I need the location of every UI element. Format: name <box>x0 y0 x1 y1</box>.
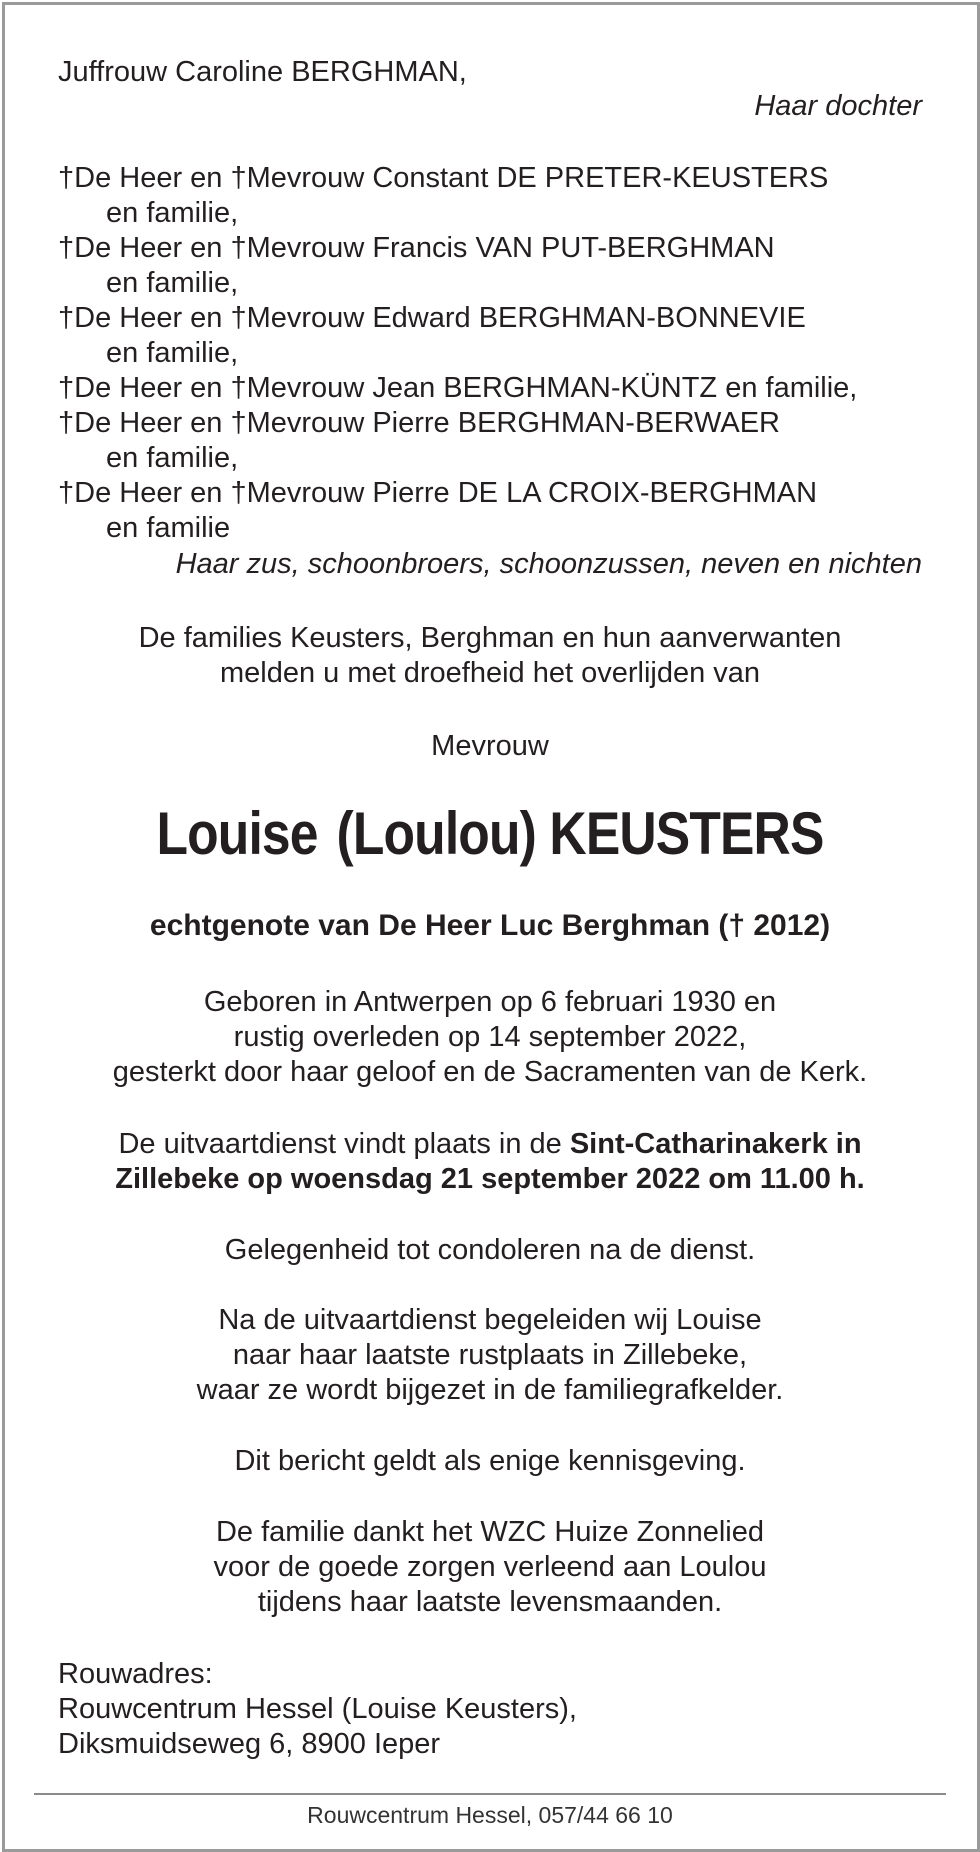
salutation: Mevrouw <box>431 730 549 762</box>
funeral-date-line: Zillebeke op woensdag 21 september 2022 om 11.00 h. <box>115 1163 865 1195</box>
family-entry-line: †De Heer en †Mevrouw Francis VAN PUT-BERGHMAN <box>58 232 775 264</box>
birth-death-line: rustig overleden op 14 september 2022, <box>233 1021 747 1053</box>
deceased-name <box>69 798 912 870</box>
funeral-text: De uitvaartdienst vindt plaats in de <box>118 1128 570 1160</box>
family-entry-line: †De Heer en †Mevrouw Constant DE PRETER-KEUSTERS <box>58 162 829 194</box>
address-line: Diksmuidseweg 6, 8900 Ieper <box>58 1728 441 1760</box>
birth-death-line: Geboren in Antwerpen op 6 februari 1930 en <box>203 986 777 1018</box>
footer-text: Rouwcentrum Hessel, 057/44 66 10 <box>307 1802 673 1828</box>
family-entry-line: †De Heer en †Mevrouw Edward BERGHMAN-BONNEVIE <box>58 302 806 334</box>
family-entry-continuation: en familie <box>106 512 231 544</box>
burial-line: Na de uitvaartdienst begeleiden wij Louise <box>218 1304 762 1336</box>
family-entry-continuation: en familie, <box>106 197 239 229</box>
birth-death-line: gesterkt door haar geloof en de Sacramenten van de Kerk. <box>112 1056 868 1088</box>
deceased-nickname-surname: (Loulou) KEUSTERS <box>336 800 824 867</box>
daughter-role: Haar dochter <box>754 90 922 122</box>
announcement-line: melden u met droefheid het overlijden van <box>219 657 761 689</box>
family-role: Haar zus, schoonbroers, schoonzussen, neven en nichten <box>175 548 922 580</box>
address-line: Rouwcentrum Hessel (Louise Keusters), <box>58 1693 577 1725</box>
burial-line: waar ze wordt bijgezet in de familiegrafkelder. <box>196 1374 784 1406</box>
condolence-line: Gelegenheid tot condoleren na de dienst. <box>224 1234 756 1266</box>
thanks-line: voor de goede zorgen verleend aan Loulou <box>213 1551 767 1583</box>
funeral-church: Sint-Catharinakerk in <box>569 1128 862 1160</box>
thanks-line: De familie dankt het WZC Huize Zonnelied <box>215 1516 764 1548</box>
funeral-line <box>0 1126 980 1162</box>
family-entry-continuation: en familie, <box>106 337 239 369</box>
address-label: Rouwadres: <box>58 1658 213 1690</box>
announcement-line: De families Keusters, Berghman en hun aanverwanten <box>138 622 842 654</box>
family-entry-line: †De Heer en †Mevrouw Pierre BERGHMAN-BERWAER <box>58 407 780 439</box>
deceased-first-name: Louise <box>156 800 318 867</box>
notice-line: Dit bericht geldt als enige kennisgeving. <box>234 1445 746 1477</box>
daughter-name: Juffrouw Caroline BERGHMAN, <box>58 56 467 88</box>
thanks-line: tijdens haar laatste levensmaanden. <box>257 1586 723 1618</box>
footer-divider <box>34 1793 946 1795</box>
family-entry-continuation: en familie, <box>106 267 239 299</box>
family-entry-line: †De Heer en †Mevrouw Jean BERGHMAN-KÜNTZ en familie, <box>58 372 858 404</box>
spouse-line: echtgenote van De Heer Luc Berghman († 2012) <box>149 909 831 942</box>
family-entry-continuation: en familie, <box>106 442 239 474</box>
family-entry-line: †De Heer en †Mevrouw Pierre DE LA CROIX-BERGHMAN <box>58 477 818 509</box>
burial-line: naar haar laatste rustplaats in Zillebeke, <box>232 1339 748 1371</box>
